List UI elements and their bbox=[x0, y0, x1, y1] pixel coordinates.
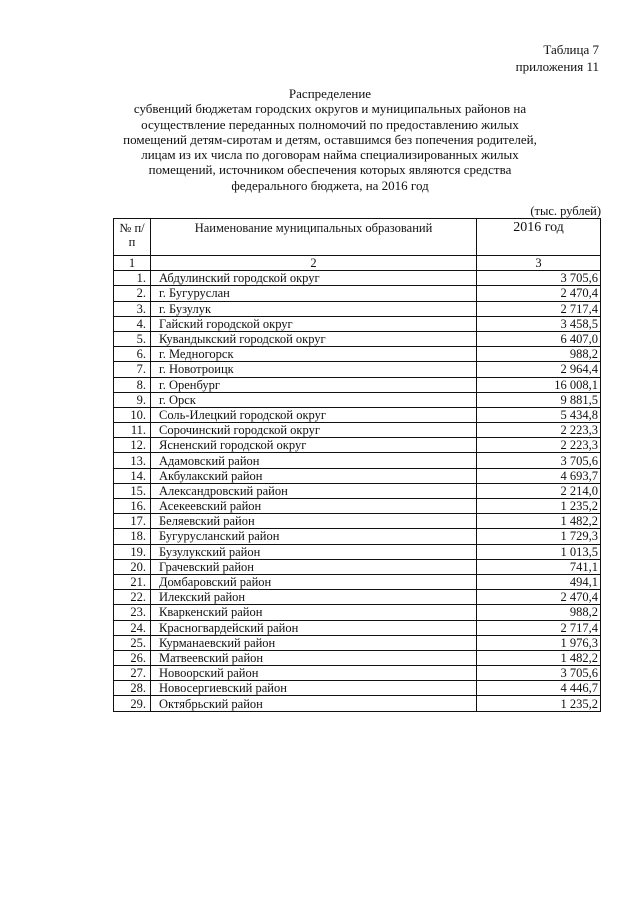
municipality-name: Кваркенский район bbox=[151, 605, 477, 620]
header-num: № п/п bbox=[114, 219, 151, 256]
table-row bbox=[114, 590, 601, 605]
municipality-name: Новосергиевский район bbox=[151, 681, 477, 696]
table-row bbox=[114, 620, 601, 635]
municipality-name: Бугурусланский район bbox=[151, 529, 477, 544]
table-number: Таблица 7 bbox=[543, 42, 599, 57]
table-row bbox=[114, 271, 601, 286]
row-number: 17. bbox=[114, 514, 151, 529]
municipality-name: г. Оренбург bbox=[151, 377, 477, 392]
municipality-name: Александровский район bbox=[151, 483, 477, 498]
table-header bbox=[114, 219, 601, 271]
row-number: 27. bbox=[114, 666, 151, 681]
municipality-name: Ясненский городской округ bbox=[151, 438, 477, 453]
row-number: 11. bbox=[114, 423, 151, 438]
municipality-name: Новоорский район bbox=[151, 666, 477, 681]
subvention-amount: 741,1 bbox=[477, 559, 601, 574]
subvention-amount: 6 407,0 bbox=[477, 331, 601, 346]
municipality-name: г. Медногорск bbox=[151, 347, 477, 362]
subvention-amount: 3 705,6 bbox=[477, 271, 601, 286]
table-row bbox=[114, 544, 601, 559]
table-row bbox=[114, 316, 601, 331]
subvention-amount: 494,1 bbox=[477, 574, 601, 589]
row-number: 13. bbox=[114, 453, 151, 468]
table-row bbox=[114, 499, 601, 514]
municipality-name: Асекеевский район bbox=[151, 499, 477, 514]
row-number: 19. bbox=[114, 544, 151, 559]
table-row bbox=[114, 392, 601, 407]
table-row bbox=[114, 347, 601, 362]
subvention-amount: 9 881,5 bbox=[477, 392, 601, 407]
document-heading bbox=[100, 86, 560, 193]
units-label: (тыс. рублей) bbox=[530, 204, 601, 218]
subvention-amount: 3 705,6 bbox=[477, 666, 601, 681]
appendix-reference bbox=[516, 41, 599, 75]
heading-line: федерального бюджета, на 2016 год bbox=[231, 177, 429, 193]
row-number: 14. bbox=[114, 468, 151, 483]
municipality-name: Красногвардейский район bbox=[151, 620, 477, 635]
table-row bbox=[114, 483, 601, 498]
row-number: 12. bbox=[114, 438, 151, 453]
municipality-name: Гайский городской округ bbox=[151, 316, 477, 331]
municipality-name: Матвеевский район bbox=[151, 650, 477, 665]
row-number: 25. bbox=[114, 635, 151, 650]
subvention-amount: 2 223,3 bbox=[477, 423, 601, 438]
table-row bbox=[114, 635, 601, 650]
table-row bbox=[114, 407, 601, 422]
row-number: 26. bbox=[114, 650, 151, 665]
heading-line: осуществление переданных полномочий по предоставлению жилых bbox=[141, 116, 519, 132]
table-row bbox=[114, 377, 601, 392]
row-number: 5. bbox=[114, 331, 151, 346]
table-row bbox=[114, 650, 601, 665]
subvention-amount: 988,2 bbox=[477, 605, 601, 620]
column-index: 1 bbox=[114, 256, 151, 271]
table-row bbox=[114, 514, 601, 529]
column-index: 3 bbox=[477, 256, 601, 271]
municipality-name: Домбаровский район bbox=[151, 574, 477, 589]
table-row bbox=[114, 438, 601, 453]
row-number: 1. bbox=[114, 271, 151, 286]
subvention-amount: 5 434,8 bbox=[477, 407, 601, 422]
municipality-name: Соль-Илецкий городской округ bbox=[151, 407, 477, 422]
table-row bbox=[114, 423, 601, 438]
subvention-amount: 2 717,4 bbox=[477, 301, 601, 316]
heading-title: Распределение bbox=[288, 86, 372, 101]
table-row bbox=[114, 574, 601, 589]
row-number: 3. bbox=[114, 301, 151, 316]
header-name: Наименование муниципальных образований bbox=[151, 219, 477, 256]
row-number: 21. bbox=[114, 574, 151, 589]
table-row bbox=[114, 468, 601, 483]
municipality-name: Бузулукский район bbox=[151, 544, 477, 559]
heading-line: субвенций бюджетам городских округов и муниципальных районов на bbox=[133, 101, 527, 117]
subvention-amount: 16 008,1 bbox=[477, 377, 601, 392]
header-row bbox=[114, 219, 601, 256]
municipality-name: Беляевский район bbox=[151, 514, 477, 529]
subvention-amount: 1 729,3 bbox=[477, 529, 601, 544]
subvention-amount: 4 693,7 bbox=[477, 468, 601, 483]
table-row bbox=[114, 605, 601, 620]
subvention-amount: 1 013,5 bbox=[477, 544, 601, 559]
table-body bbox=[114, 271, 601, 711]
subvention-amount: 1 235,2 bbox=[477, 696, 601, 711]
subvention-amount: 988,2 bbox=[477, 347, 601, 362]
row-number: 28. bbox=[114, 681, 151, 696]
table-row bbox=[114, 529, 601, 544]
row-number: 8. bbox=[114, 377, 151, 392]
table-row bbox=[114, 681, 601, 696]
table-row bbox=[114, 696, 601, 711]
subvention-amount: 1 482,2 bbox=[477, 514, 601, 529]
subvention-amount: 2 214,0 bbox=[477, 483, 601, 498]
municipality-name: Курманаевский район bbox=[151, 635, 477, 650]
appendix-number: приложения 11 bbox=[515, 59, 599, 74]
row-number: 23. bbox=[114, 605, 151, 620]
municipality-name: г. Бузулук bbox=[151, 301, 477, 316]
municipality-name: Абдулинский городской округ bbox=[151, 271, 477, 286]
row-number: 2. bbox=[114, 286, 151, 301]
subvention-amount: 3 705,6 bbox=[477, 453, 601, 468]
subvention-amount: 1 482,2 bbox=[477, 650, 601, 665]
row-number: 7. bbox=[114, 362, 151, 377]
heading-line: помещений детям-сиротам и детям, оставшимся без попечения родителей, bbox=[123, 131, 537, 147]
table-row bbox=[114, 301, 601, 316]
row-number: 16. bbox=[114, 499, 151, 514]
municipality-name: Илекский район bbox=[151, 590, 477, 605]
heading-line: помещений, источником обеспечения которых являются средства bbox=[148, 162, 512, 178]
row-number: 10. bbox=[114, 407, 151, 422]
subvention-amount: 4 446,7 bbox=[477, 681, 601, 696]
column-index-row bbox=[114, 256, 601, 271]
subvention-table bbox=[113, 218, 601, 712]
municipality-name: Сорочинский городской округ bbox=[151, 423, 477, 438]
table-row bbox=[114, 666, 601, 681]
column-index: 2 bbox=[151, 256, 477, 271]
table-row bbox=[114, 453, 601, 468]
row-number: 20. bbox=[114, 559, 151, 574]
table-row bbox=[114, 362, 601, 377]
subvention-amount: 2 223,3 bbox=[477, 438, 601, 453]
subvention-amount: 1 976,3 bbox=[477, 635, 601, 650]
header-value: 2016 год bbox=[477, 219, 601, 256]
subvention-amount: 2 470,4 bbox=[477, 590, 601, 605]
subvention-amount: 3 458,5 bbox=[477, 316, 601, 331]
municipality-name: Адамовский район bbox=[151, 453, 477, 468]
row-number: 15. bbox=[114, 483, 151, 498]
row-number: 9. bbox=[114, 392, 151, 407]
subvention-amount: 2 717,4 bbox=[477, 620, 601, 635]
municipality-name: г. Орск bbox=[151, 392, 477, 407]
municipality-name: г. Новотроицк bbox=[151, 362, 477, 377]
table-row bbox=[114, 559, 601, 574]
subvention-amount: 1 235,2 bbox=[477, 499, 601, 514]
row-number: 18. bbox=[114, 529, 151, 544]
row-number: 24. bbox=[114, 620, 151, 635]
subvention-amount: 2 964,4 bbox=[477, 362, 601, 377]
row-number: 22. bbox=[114, 590, 151, 605]
subvention-amount: 2 470,4 bbox=[477, 286, 601, 301]
municipality-name: Акбулакский район bbox=[151, 468, 477, 483]
municipality-name: Кувандыкский городской округ bbox=[151, 331, 477, 346]
municipality-name: г. Бугуруслан bbox=[151, 286, 477, 301]
row-number: 29. bbox=[114, 696, 151, 711]
heading-line: лицам из их числа по договорам найма специализированных жилых bbox=[141, 147, 519, 163]
table-row bbox=[114, 286, 601, 301]
municipality-name: Грачевский район bbox=[151, 559, 477, 574]
row-number: 4. bbox=[114, 316, 151, 331]
row-number: 6. bbox=[114, 347, 151, 362]
table-row bbox=[114, 331, 601, 346]
municipality-name: Октябрьский район bbox=[151, 696, 477, 711]
